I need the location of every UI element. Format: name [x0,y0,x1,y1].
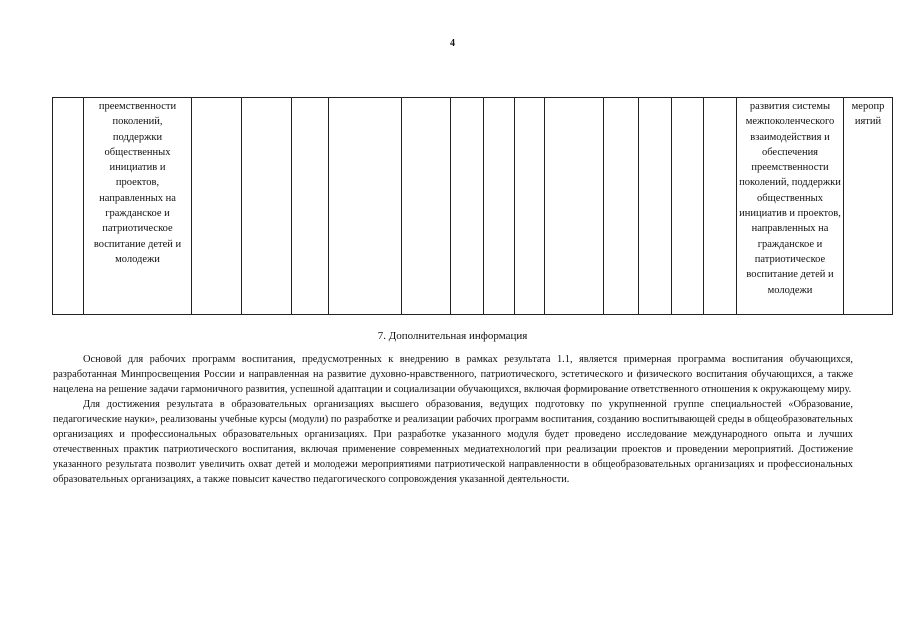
table-cell [515,98,545,315]
table-cell-result: развития системы межпоколенческого взаимодействия и обеспечения преемственности поколений, поддержки общественных инициатив и проектов, направленных на гражданское и патриотическое воспитание детей и молодежи [737,98,844,315]
table-row [53,98,893,315]
page-number: 4 [450,38,455,49]
table-cell [192,98,242,315]
table-cell [545,98,604,315]
table-cell [639,98,672,315]
table-cell [604,98,639,315]
table-cell [484,98,515,315]
paragraph: Основой для рабочих программ воспитания, предусмотренных к внедрению в рамках результата 1.1, является примерная программа воспитания обучающихся, разработанная Минпросвещения России и направленная на развитие духовно-нравственного, патриотического, эстетического и физического воспитания обучающихся, а также нацелена на решение задачи гармоничного развития, успешной адаптации и социализации обучающихся, включая формирование ответственного отношения к окружающему миру. [53,354,853,395]
table-cell [704,98,737,315]
paragraph: Для достижения результата в образовательных организациях высшего образования, ведущих подготовку по укрупненной группе специальностей «Образование, педагогические науки», реализованы учебные курсы (модули) по разработке и реализации рабочих программ воспитания, созданию воспитывающей среды в общеобразовательных организациях и профессиональных образовательных организациях. При разработке указанного модуля будет проведено исследование международного опыта и лучших отечественных практик патриотического воспитания, включая применение современных медиатехнологий при реализации проектов и проведении мероприятий. Достижение указанного результата позволит увеличить охват детей и молодежи мероприятиями патриотической направленности в общеобразовательных организациях и профессиональных образовательных организациях, а также повысит качество педагогического сопровождения указанной деятельности. [53,399,853,485]
table-cell-description: преемственности поколений, поддержки общественных инициатив и проектов, направленных на гражданское и патриотическое воспитание детей и молодежи [84,98,192,315]
table-cell [402,98,451,315]
table-cell [329,98,402,315]
table-cell [292,98,329,315]
body-text [53,352,853,487]
table-cell [53,98,84,315]
continuation-table [52,97,893,315]
table-cell [242,98,292,315]
table-cell-events: мероприятий [844,98,893,315]
table-cell [672,98,704,315]
table-cell [451,98,484,315]
section-title: 7. Дополнительная информация [377,330,528,342]
